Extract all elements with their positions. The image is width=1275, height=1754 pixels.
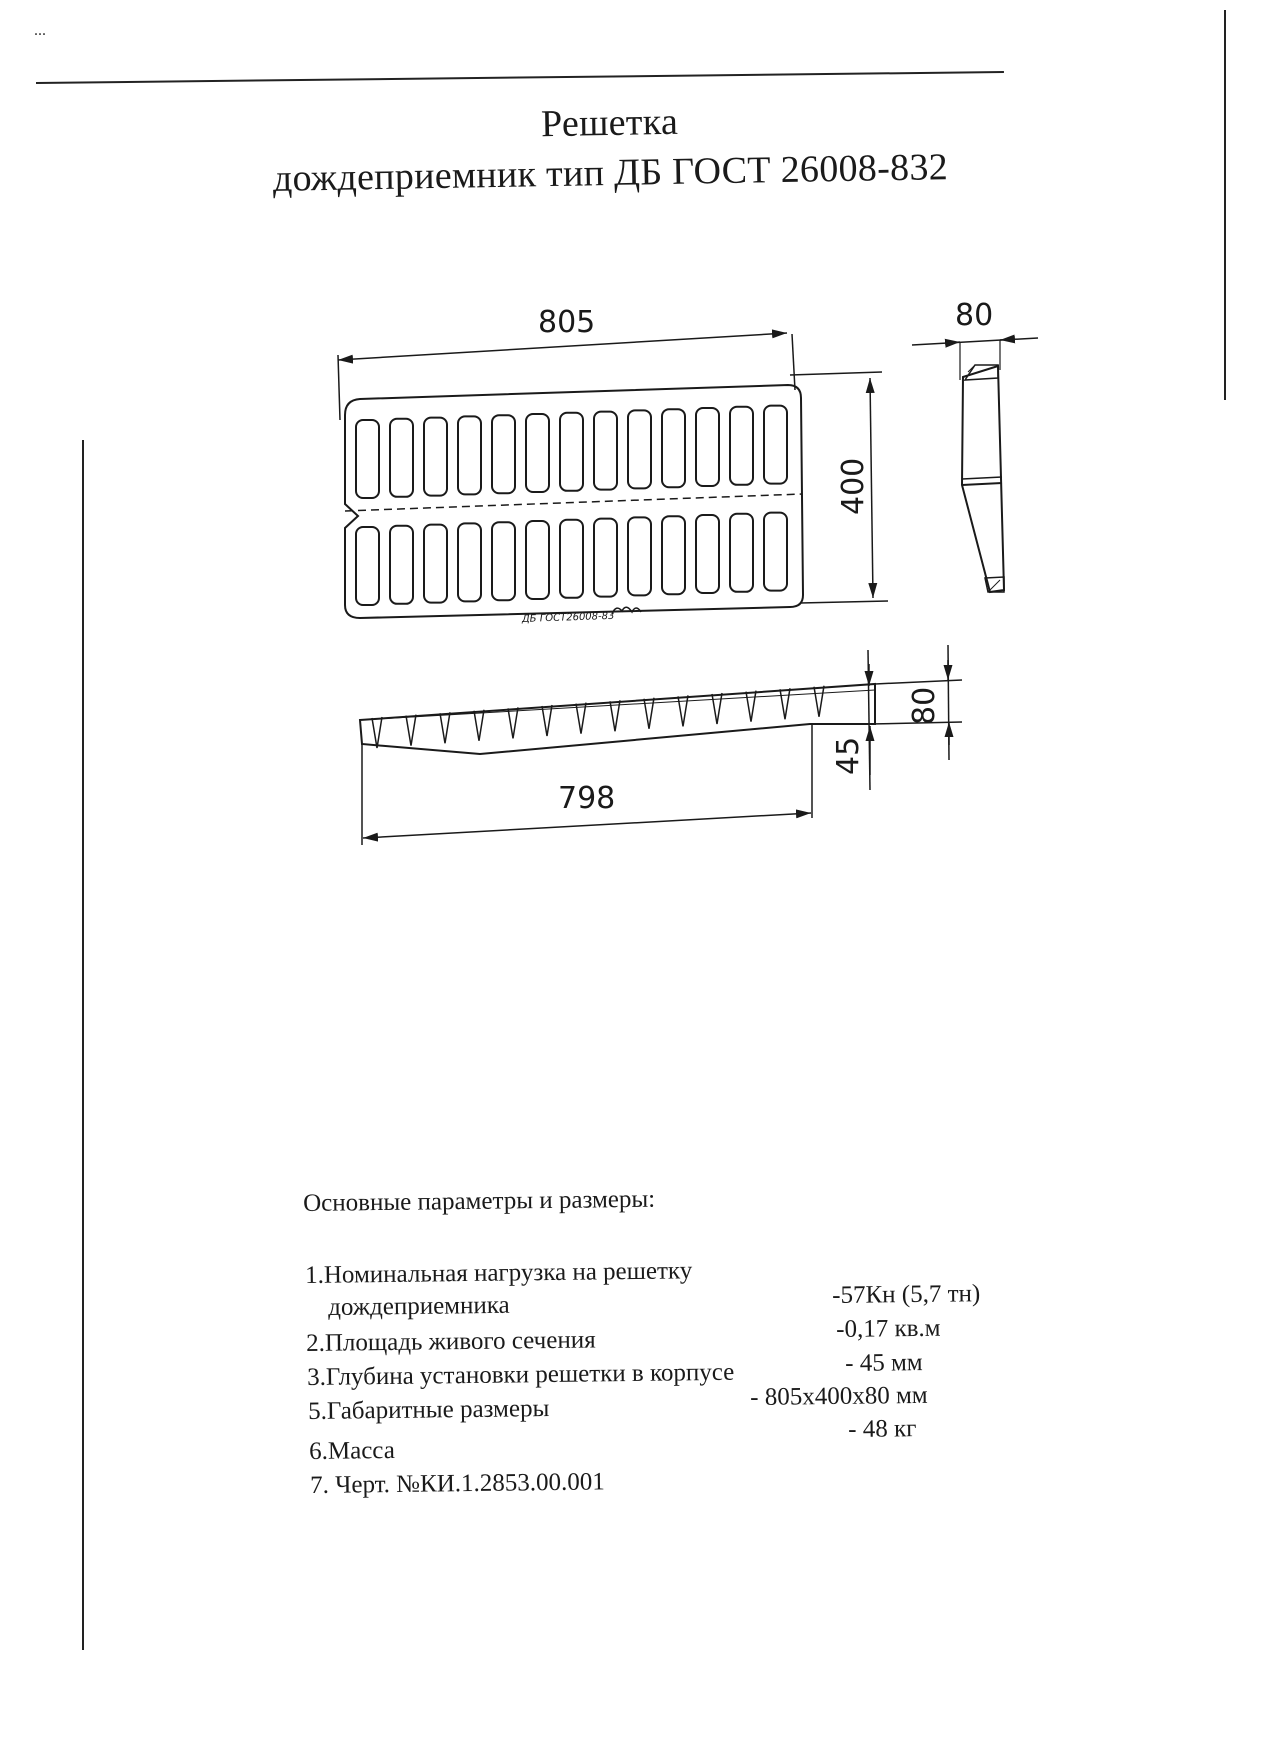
grate-slot-upper <box>594 412 617 490</box>
param-6-label: 6.Масса <box>309 1436 395 1465</box>
section-rib <box>372 717 382 748</box>
grate-slot-upper <box>526 414 549 492</box>
section-rib <box>440 712 450 743</box>
param-7-label: 7. Черт. №КИ.1.2853.00.001 <box>310 1468 605 1499</box>
param-6-value: - 48 кг <box>848 1415 917 1443</box>
param-1-value: -57Кн (5,7 тн) <box>832 1280 981 1309</box>
grate-slot-lower <box>458 523 481 601</box>
grate-slot-lower <box>696 515 719 593</box>
title-line-2: дождеприемник тип ДБ ГОСТ 26008-832 <box>272 146 949 200</box>
param-1-label-line-2: дождеприемника <box>328 1291 510 1321</box>
grate-slot-upper <box>356 420 379 498</box>
grate-slot-upper <box>424 418 447 496</box>
grate-slot-upper <box>730 407 753 485</box>
grate-slot-lower <box>730 514 753 592</box>
dim-805-ext-right <box>792 334 795 390</box>
grate-slot-upper <box>458 416 481 494</box>
top-view <box>338 333 888 618</box>
grate-slot-upper <box>628 410 651 488</box>
dim-400-label: 400 <box>836 457 871 515</box>
grate-slot-upper <box>492 415 515 493</box>
scan-mark: ... <box>34 22 46 39</box>
section-rib <box>474 710 484 741</box>
dim-805-label: 805 <box>538 305 596 340</box>
grate-slot-lower <box>662 516 685 594</box>
grate-slot-upper <box>696 408 719 486</box>
side-view <box>912 338 1038 592</box>
grate-slot-upper <box>662 409 685 487</box>
casting-mark-text: ДБ ГОСТ26008-83 <box>521 610 615 625</box>
section-rib <box>814 686 824 717</box>
dim-798-line <box>363 813 811 838</box>
grate-slot-lower <box>560 520 583 598</box>
dim-798-label: 798 <box>558 781 616 816</box>
param-1-label-line-1: 1.Номинальная нагрузка на решетку <box>305 1257 693 1289</box>
grate-slot-upper <box>390 419 413 497</box>
dim-section-45-label: 45 <box>831 736 866 775</box>
section-rib <box>508 707 518 738</box>
grate-slot-lower <box>764 513 787 591</box>
grate-slot-lower <box>492 522 515 600</box>
dim-side-80-line <box>912 338 1038 345</box>
section-rib <box>712 693 722 724</box>
section-rib <box>644 698 654 729</box>
param-3-label: 3.Глубина установки решетки в корпусе <box>307 1358 735 1391</box>
section-view <box>360 645 962 845</box>
grate-slots <box>356 406 787 605</box>
dim-side-80-label: 80 <box>955 298 994 333</box>
title-line-1: Решетка <box>540 100 679 146</box>
section-rib <box>780 688 790 719</box>
grate-slot-upper <box>560 413 583 491</box>
dim-805-ext-left <box>338 355 340 420</box>
grate-slot-lower <box>424 525 447 603</box>
section-rib <box>746 691 756 722</box>
grate-slot-lower <box>594 519 617 597</box>
param-2-label: 2.Площадь живого сечения <box>306 1326 596 1357</box>
grate-slot-lower <box>356 527 379 605</box>
param-5-value: - 805х400х80 мм <box>750 1381 928 1411</box>
dim-section-80-label: 80 <box>907 686 942 725</box>
grate-slot-lower <box>390 526 413 604</box>
parameters-heading: Основные параметры и размеры: <box>303 1185 656 1217</box>
grate-slot-lower <box>628 517 651 595</box>
param-3-value: - 45 мм <box>845 1349 923 1377</box>
section-rib <box>406 715 416 746</box>
grate-slot-lower <box>526 521 549 599</box>
section-ribs <box>372 686 824 748</box>
dim-400-ext-bottom <box>800 601 888 603</box>
dim-400-ext-top <box>790 372 882 375</box>
section-rib <box>678 695 688 726</box>
param-5-label: 5.Габаритные размеры <box>308 1395 550 1425</box>
param-2-value: -0,17 кв.м <box>836 1314 941 1343</box>
grate-center-line <box>345 494 802 511</box>
grate-slot-upper <box>764 406 787 484</box>
